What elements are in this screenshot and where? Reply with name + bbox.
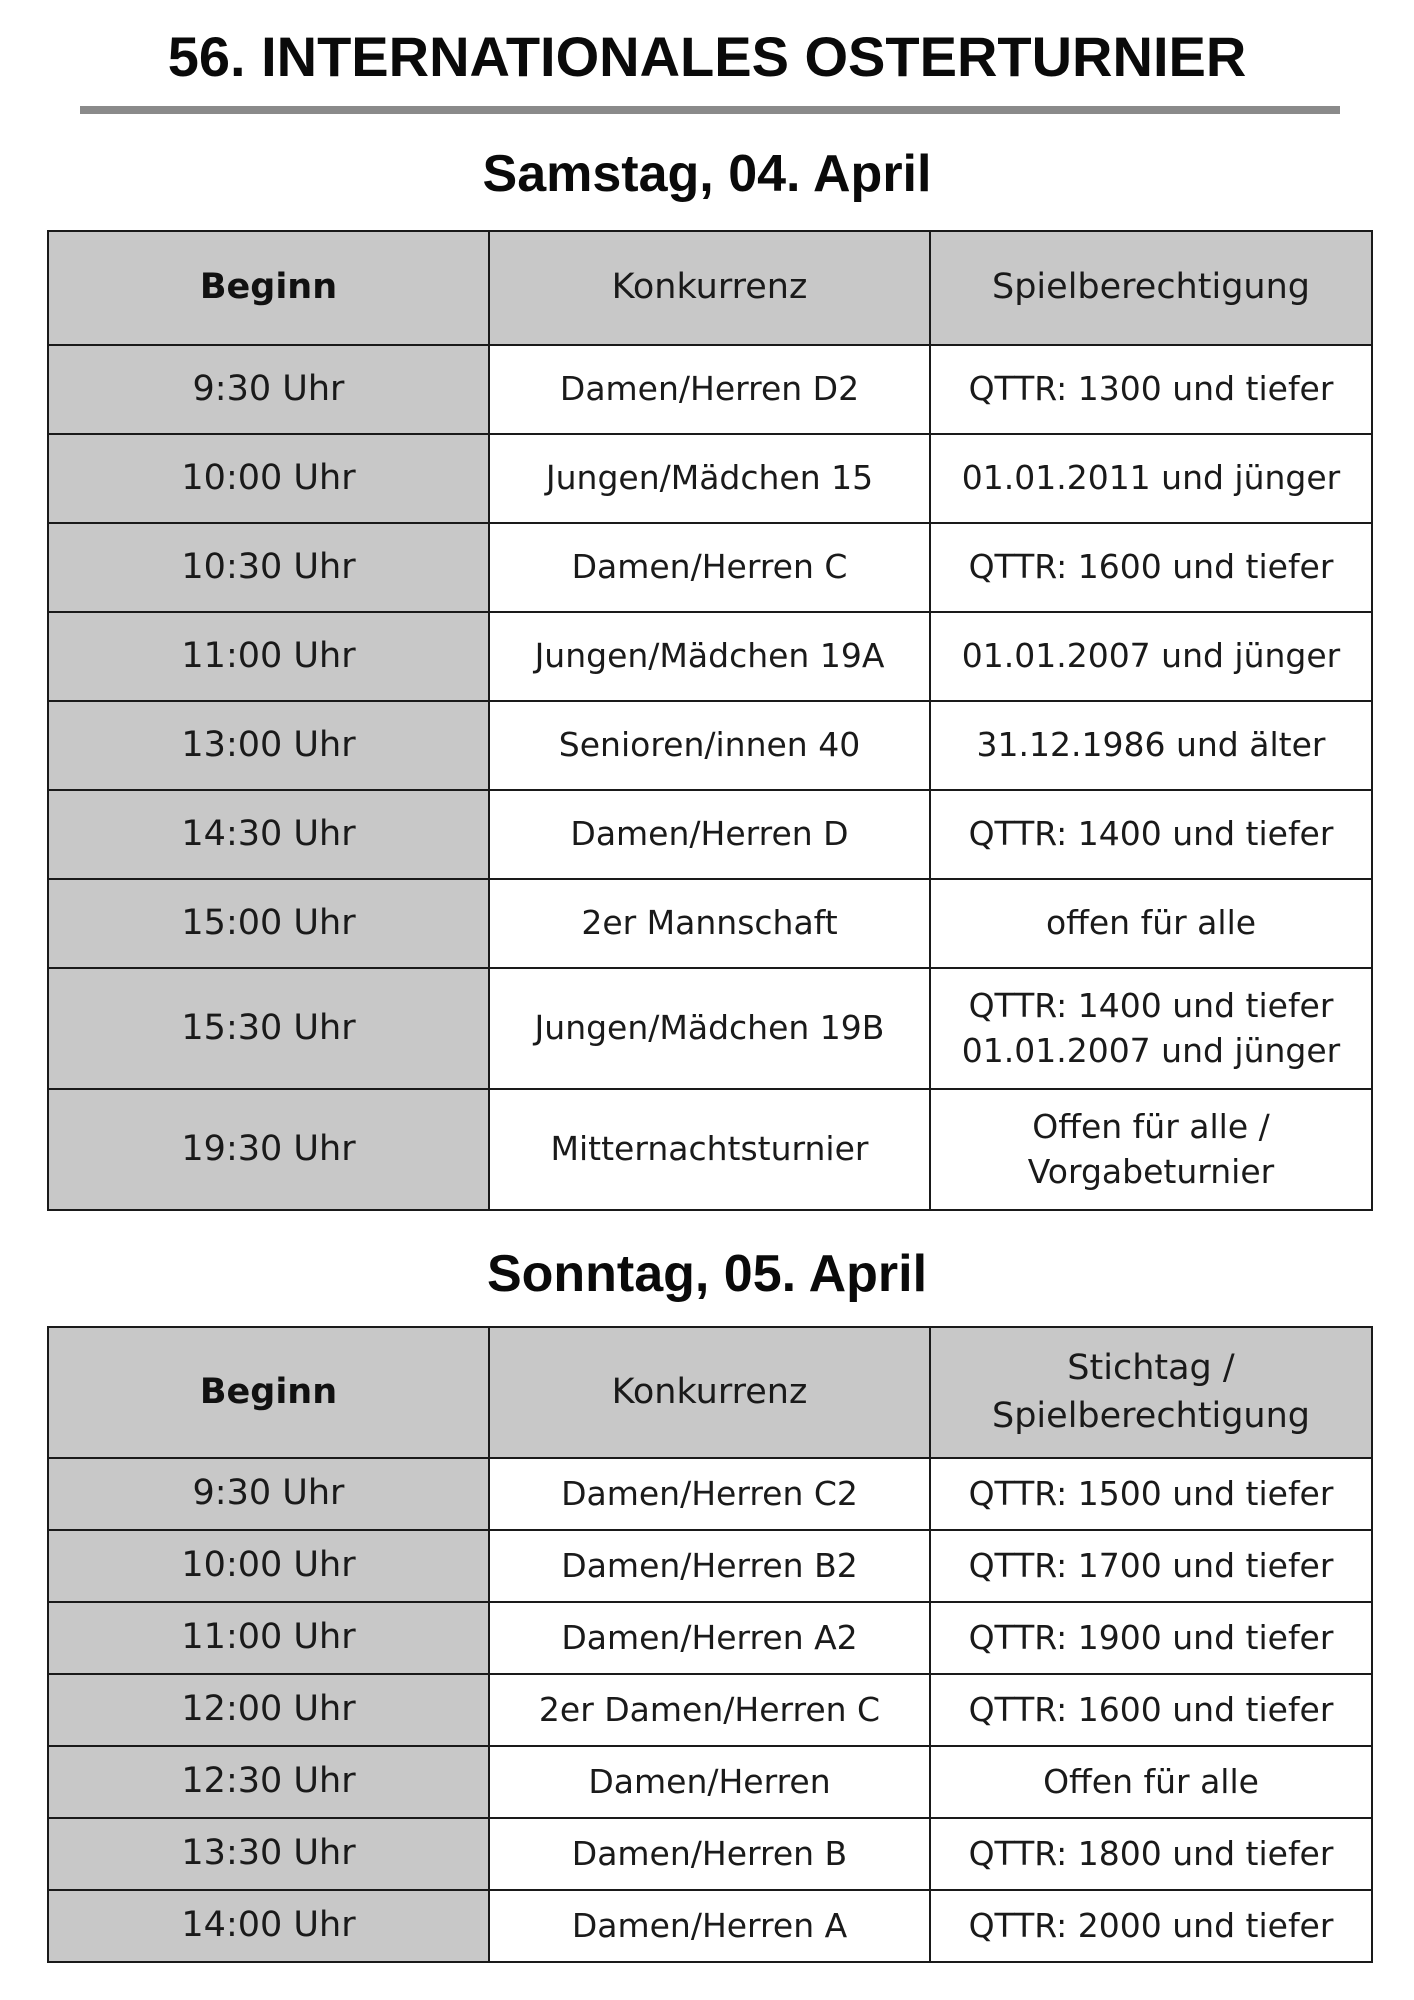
start-time-cell: 10:00 Uhr [48, 434, 489, 523]
competition-cell: Damen/Herren B2 [489, 1530, 930, 1602]
table-row [48, 790, 1372, 879]
eligibility-cell: QTTR: 1500 und tiefer [930, 1458, 1372, 1530]
eligibility-line: Offen für alle / [1032, 1106, 1270, 1146]
eligibility-line: QTTR: 1400 und tiefer [968, 985, 1334, 1025]
competition-cell: Damen/Herren D [489, 790, 930, 879]
competition-cell: Damen/Herren [489, 1746, 930, 1818]
eligibility-cell: offen für alle [930, 879, 1372, 968]
start-time-cell: 11:00 Uhr [48, 612, 489, 701]
table-row [48, 1674, 1372, 1746]
start-time-cell: 9:30 Uhr [48, 1458, 489, 1530]
start-time-cell: 15:30 Uhr [48, 968, 489, 1089]
table-row [48, 1602, 1372, 1674]
header-beginn: Beginn [48, 231, 489, 345]
table-row [48, 1746, 1372, 1818]
table-row [48, 612, 1372, 701]
sunday-heading: Sonntag, 05. April [486, 1245, 928, 1303]
table-header-row [48, 231, 1372, 345]
eligibility-cell: 01.01.2011 und jünger [930, 434, 1372, 523]
competition-cell: 2er Mannschaft [489, 879, 930, 968]
header-line: Spielberechtigung [992, 1395, 1310, 1436]
eligibility-line: 01.01.2007 und jünger [961, 1030, 1341, 1070]
eligibility-cell: QTTR: 2000 und tiefer [930, 1890, 1372, 1962]
header-konkurrenz: Konkurrenz [489, 231, 930, 345]
table-row [48, 879, 1372, 968]
start-time-cell: 13:00 Uhr [48, 701, 489, 790]
eligibility-cell: Offen für alle [930, 1746, 1372, 1818]
eligibility-cell: 31.12.1986 und älter [930, 701, 1372, 790]
competition-cell: Jungen/Mädchen 19B [489, 968, 930, 1089]
competition-cell: Damen/Herren A2 [489, 1602, 930, 1674]
table-header-row [48, 1327, 1372, 1458]
competition-cell: Jungen/Mädchen 15 [489, 434, 930, 523]
eligibility-cell: QTTR: 1300 und tiefer [930, 345, 1372, 434]
competition-cell: Damen/Herren C [489, 523, 930, 612]
start-time-cell: 12:30 Uhr [48, 1746, 489, 1818]
table-row [48, 968, 1372, 1089]
eligibility-line: Vorgabeturnier [1027, 1151, 1275, 1191]
eligibility-cell: QTTR: 1800 und tiefer [930, 1818, 1372, 1890]
competition-cell: Damen/Herren A [489, 1890, 930, 1962]
eligibility-cell: 01.01.2007 und jünger [930, 612, 1372, 701]
eligibility-cell: QTTR: 1700 und tiefer [930, 1530, 1372, 1602]
competition-cell: Damen/Herren C2 [489, 1458, 930, 1530]
table-row [48, 1458, 1372, 1530]
start-time-cell: 13:30 Uhr [48, 1818, 489, 1890]
header-konkurrenz: Konkurrenz [489, 1327, 930, 1458]
table-row [48, 1530, 1372, 1602]
start-time-cell: 12:00 Uhr [48, 1674, 489, 1746]
competition-cell: Senioren/innen 40 [489, 701, 930, 790]
start-time-cell: 11:00 Uhr [48, 1602, 489, 1674]
header-beginn: Beginn [48, 1327, 489, 1458]
header-spielberechtigung: Spielberechtigung [930, 231, 1372, 345]
table-row [48, 345, 1372, 434]
saturday-heading: Samstag, 04. April [482, 145, 932, 203]
competition-cell: Damen/Herren D2 [489, 345, 930, 434]
title-divider [80, 106, 1340, 114]
table-row [48, 701, 1372, 790]
page-title: 56. INTERNATIONALES OSTERTURNIER [167, 25, 1247, 88]
table-row [48, 523, 1372, 612]
start-time-cell: 19:30 Uhr [48, 1089, 489, 1210]
eligibility-cell: QTTR: 1400 und tiefer [930, 790, 1372, 879]
start-time-cell: 9:30 Uhr [48, 345, 489, 434]
eligibility-cell: QTTR: 1600 und tiefer [930, 523, 1372, 612]
table-row [48, 434, 1372, 523]
competition-cell: 2er Damen/Herren C [489, 1674, 930, 1746]
start-time-cell: 14:00 Uhr [48, 1890, 489, 1962]
competition-cell: Jungen/Mädchen 19A [489, 612, 930, 701]
start-time-cell: 10:30 Uhr [48, 523, 489, 612]
header-line: Stichtag / [1067, 1348, 1235, 1389]
table-row [48, 1890, 1372, 1962]
header-stichtag-spielberechtigung [930, 1327, 1372, 1458]
table-row [48, 1818, 1372, 1890]
start-time-cell: 15:00 Uhr [48, 879, 489, 968]
sunday-schedule-table [47, 1326, 1373, 1963]
saturday-schedule-table [47, 230, 1373, 1211]
table-row [48, 1089, 1372, 1210]
eligibility-cell [930, 1089, 1372, 1210]
eligibility-cell: QTTR: 1900 und tiefer [930, 1602, 1372, 1674]
competition-cell: Damen/Herren B [489, 1818, 930, 1890]
eligibility-cell: QTTR: 1600 und tiefer [930, 1674, 1372, 1746]
start-time-cell: 10:00 Uhr [48, 1530, 489, 1602]
start-time-cell: 14:30 Uhr [48, 790, 489, 879]
competition-cell: Mitternachtsturnier [489, 1089, 930, 1210]
eligibility-cell [930, 968, 1372, 1089]
